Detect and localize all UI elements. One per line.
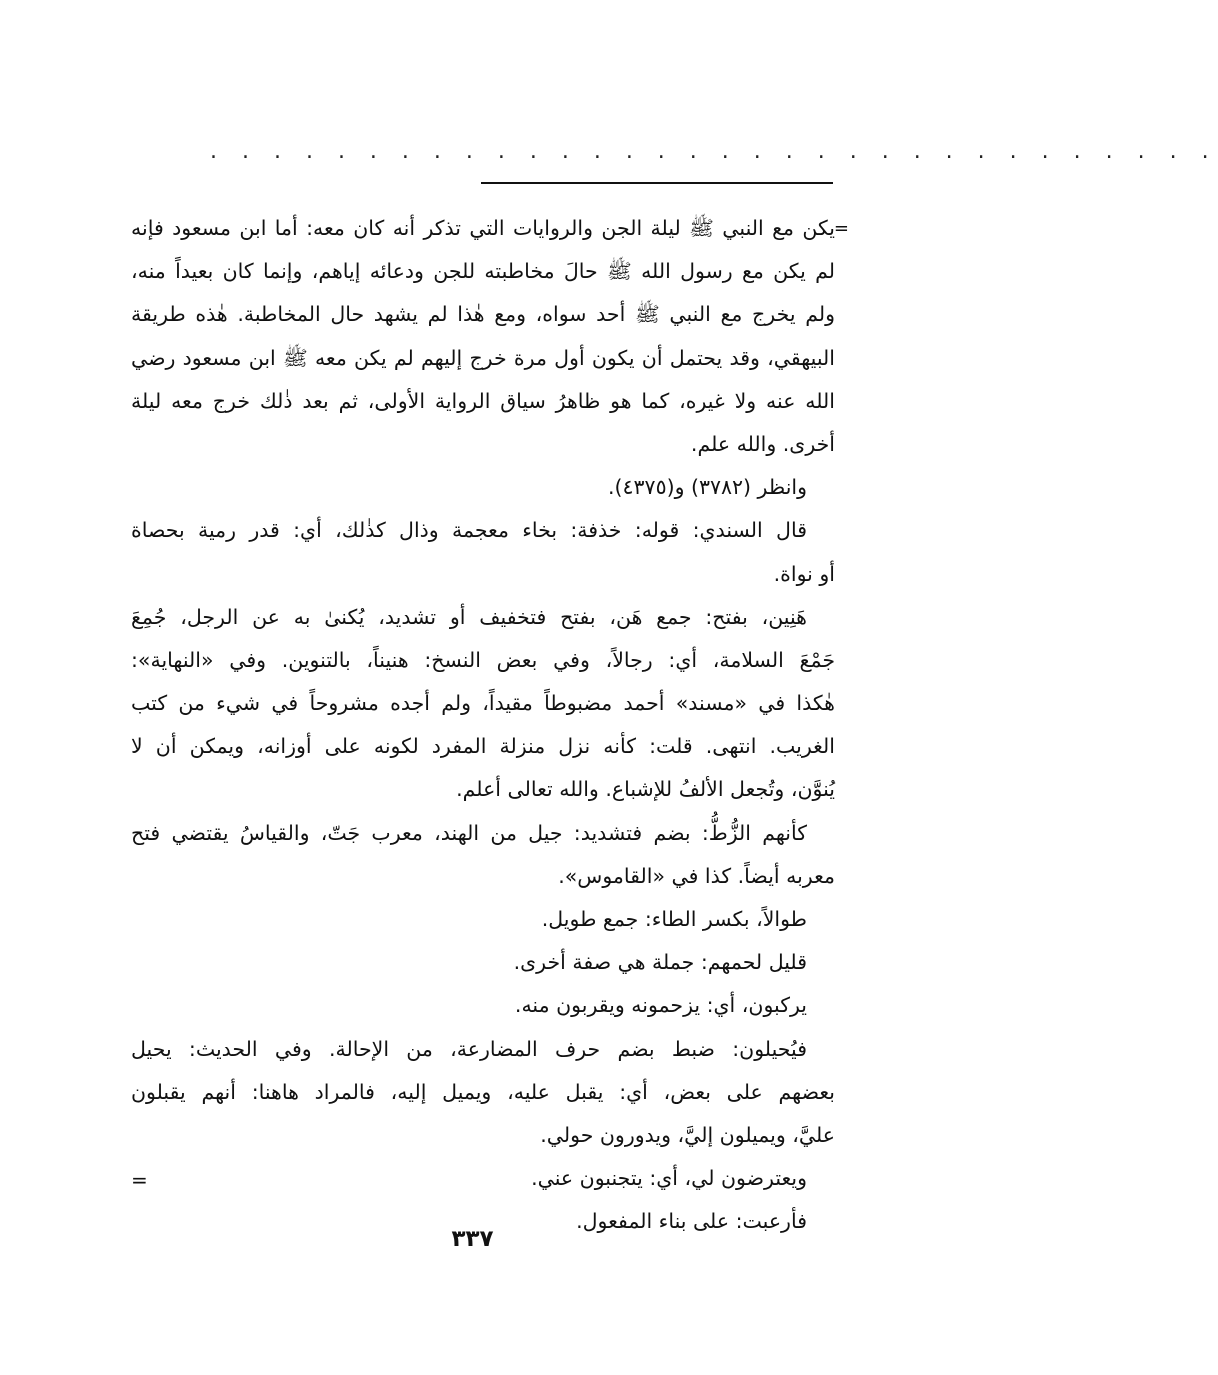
text-line: هٰكذا في «مسند» أحمد مضبوطاً مقيداً، ولم أجده مشروحاً في شيء من كتب (131, 691, 835, 716)
text-line: يُنوَّن، وتُجعل الألفُ للإشباع. والله تعالى أعلم. (456, 777, 835, 802)
text-line: فيُحيلون: ضبط بضم حرف المضارعة، من الإحالة. وفي الحديث: يحيل (131, 1036, 807, 1061)
text-line: الغريب. انتهى. قلت: كأنه نزل منزلة المفرد لكونه على أوزانه، ويمكن أن لا (131, 734, 835, 759)
text-line: البيهقي، وقد يحتمل أن يكون أول مرة خرج إليهم لم يكن معه ﷺ ابن مسعود رضي (131, 345, 835, 370)
text-line: بعضهم على بعض، أي: يقبل عليه، ويميل إليه، فالمراد هاهنا: أنهم يقبلون (131, 1079, 835, 1104)
text-line: لم يكن مع رسول الله ﷺ حالَ مخاطبته للجن ودعائه إياهم، وإنما كان بعيداً منه، (131, 259, 835, 284)
footnote-dot-separator: . . . . . . . . . . . . . . . . . . . . . . . . . . . . . . . . (210, 139, 1218, 164)
page-number: ٣٣٧ (451, 1226, 494, 1252)
text-line: الله عنه ولا غيره، كما هو ظاهرُ سياق الرواية الأولى، ثم بعد ذٰلك خرج معه ليلة (131, 388, 835, 413)
text-line: كأنهم الزُّطُّ: بضم فتشديد: جيل من الهند، معرب جَتّ، والقياسُ يقتضي فتح (131, 820, 807, 845)
text-line: جَمْعَ السلامة، أي: رجالاً، وفي بعض النسخ: هنيناً، بالتنوين. وفي «النهاية»: (131, 647, 835, 672)
text-line: ولم يخرج مع النبي ﷺ أحد سواه، ومع هٰذا لم يشهد حال المخاطبة. هٰذه طريقة (131, 302, 835, 327)
text-line: وانظر (٣٧٨٢) و(٤٣٧٥). (608, 475, 807, 500)
text-line: هَنِين، بفتح: جمع هَن، بفتح فتخفيف أو تشديد، يُكنىٰ به عن الرجل، جُمِعَ (131, 604, 807, 629)
text-line: قال السندي: قوله: خذفة: بخاء معجمة وذال كذٰلك، أي: قدر رمية بحصاة (131, 518, 807, 543)
text-line: يركبون، أي: يزحمونه ويقربون منه. (514, 993, 807, 1018)
text-line: قليل لحمهم: جملة هي صفة أخرى. (513, 950, 807, 975)
continuation-mark-end: = (131, 1168, 148, 1192)
text-line: أخرى. والله علم. (690, 431, 835, 456)
footnote-rule (481, 182, 833, 184)
text-line: ويعترضون لي، أي: يتجنبون عني. (531, 1166, 807, 1191)
text-line: يكن مع النبي ﷺ ليلة الجن والروايات التي تذكر أنه كان معه: أما ابن مسعود فإنه (131, 216, 835, 240)
commentary-body (131, 207, 849, 1244)
text-line: فأرعبت: على بناء المفعول. (576, 1209, 807, 1234)
text-line: طوالاً، بكسر الطاء: جمع طويل. (541, 907, 807, 931)
continuation-mark-start: = (833, 218, 849, 239)
text-line: عليَّ، ويميلون إليَّ، ويدورون حولي. (540, 1122, 835, 1147)
text-line: معربه أيضاً. كذا في «القاموس». (558, 863, 835, 888)
text-line: أو نواة. (773, 561, 835, 586)
